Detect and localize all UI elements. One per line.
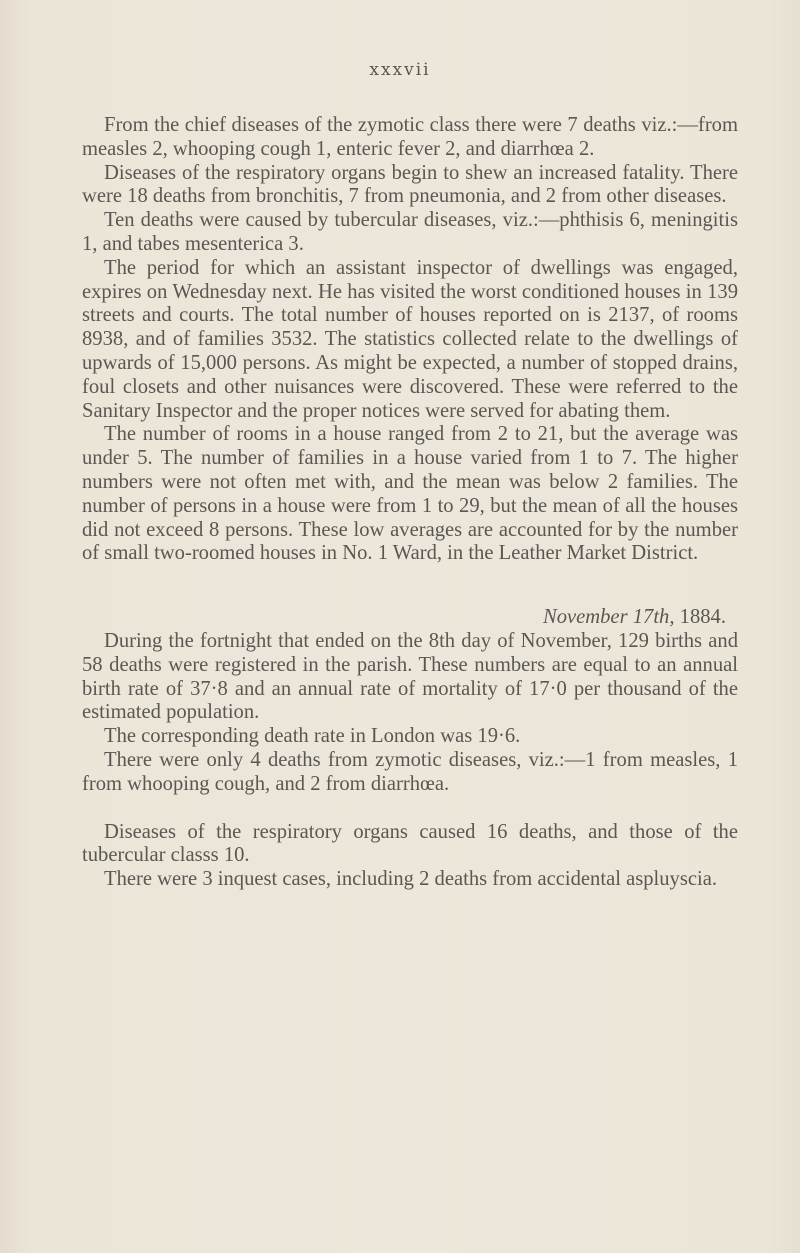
- dateline-year: 1884.: [679, 606, 726, 629]
- page-number: xxxvii: [369, 60, 431, 80]
- paragraph-london-death-rate: The corresponding death rate in London was 19·6.: [104, 725, 521, 748]
- paragraph-tubercular-diseases: Ten deaths were caused by tubercular diseases, viz.:—phthisis 6, meningitis 1, and tabes mesenterica 3.: [82, 209, 738, 255]
- paragraph-rooms-families: The number of rooms in a house ranged from 2 to 21, but the average was under 5. The number of families in a house varied from 1 to 7. The higher numbers were not often met with, and the mean was below 2 families. The number of persons in a house were from 1 to 29, but the mean of all the houses did not exceed 8 persons. These low averages are accounted for by the number of small two-roomed houses in No. 1 Ward, in the Leather Market District.: [82, 423, 738, 565]
- paragraph-gap: [82, 797, 738, 821]
- report-dateline: [82, 606, 738, 630]
- paragraph-respiratory-diseases: Diseases of the respiratory organs begin to shew an increased fatality. There were 18 deaths from bronchitis, 7 from pneumonia, and 2 from other diseases.: [82, 161, 738, 208]
- paragraph-inspector-dwellings: The period for which an assistant inspector of dwellings was engaged, expires on Wednesday next. He has visited the worst conditioned houses in 139 streets and courts. The total number of houses reported on is 2137, of rooms 8938, and of families 3532. The statistics collected relate to the dwellings of upwards of 15,000 persons. As might be expected, a number of stopped drains, foul closets and other nuisances were discovered. These were referred to the Sanitary Inspector and the proper notices were served for abating them.: [82, 256, 738, 422]
- dateline-day: November 17th,: [542, 606, 675, 629]
- paragraph-inquest-cases: There were 3 inquest cases, including 2 deaths from accidental aspluyscia.: [104, 868, 718, 891]
- paragraph-respiratory-tubercular: Diseases of the respiratory organs caused 16 deaths, and those of the tubercular classs 10.: [82, 820, 738, 867]
- paragraph-fortnight-births-deaths: During the fortnight that ended on the 8th day of November, 129 births and 58 deaths were registered in the parish. These numbers are equal to an annual birth rate of 37·8 and an annual rate of mortality of 17·0 per thousand of the estimated population.: [82, 629, 738, 724]
- paragraph-zymotic-summary: There were only 4 deaths from zymotic diseases, viz.:—1 from measles, 1 from whooping cough, and 2 from diarrhœa.: [82, 748, 738, 795]
- section-gap: [82, 566, 738, 606]
- body-text: [82, 114, 738, 892]
- paragraph-zymotic-deaths: From the chief diseases of the zymotic class there were 7 deaths viz.:—from measles 2, whooping cough 1, enteric fever 2, and diarrhœa 2.: [82, 114, 738, 160]
